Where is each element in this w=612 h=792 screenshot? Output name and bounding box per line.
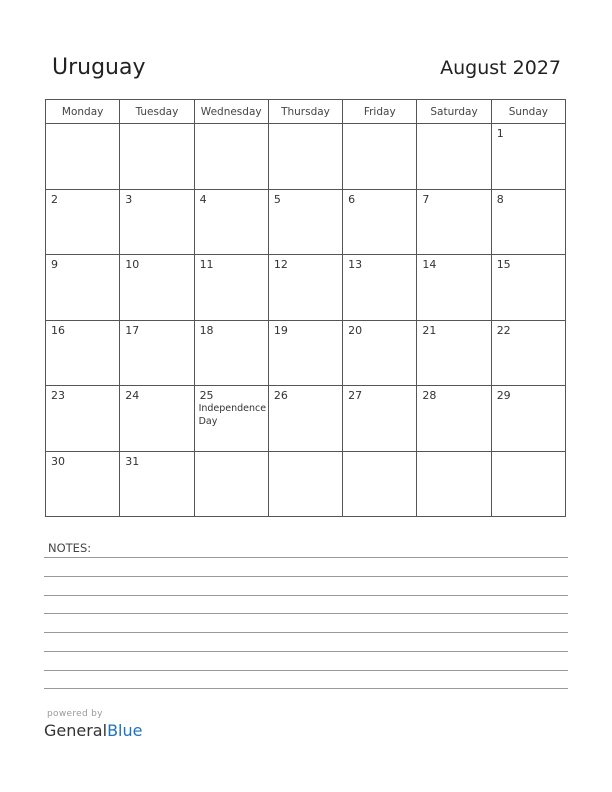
calendar-week-row [46,255,566,321]
day-number: 10 [125,258,140,271]
weekday-header: Sunday [491,100,565,124]
calendar-day-cell [268,451,342,517]
calendar-day-cell [491,189,565,255]
calendar-week-row [46,451,566,517]
calendar-week-row [46,189,566,255]
day-number: 14 [422,258,437,271]
day-number: 25 [199,389,214,402]
weekday-header: Tuesday [120,100,194,124]
calendar-day-cell [120,386,194,452]
calendar-grid [45,99,566,517]
weekday-header: Saturday [417,100,491,124]
day-number [417,124,490,127]
calendar-day-cell [120,320,194,386]
day-number: 8 [496,192,504,206]
calendar-day-cell [120,124,194,190]
notes-line [44,651,568,652]
calendar-day-cell [120,189,194,255]
calendar-day-cell [46,386,120,452]
calendar-day-cell [417,189,491,255]
weekday-header: Thursday [268,100,342,124]
country-title: Uruguay [52,55,146,80]
notes-line [44,613,568,614]
calendar-day-cell [268,320,342,386]
calendar-day-cell [194,386,268,452]
day-number: 3 [125,192,133,206]
calendar-day-cell [194,255,268,321]
calendar-day-cell [46,255,120,321]
day-number: 27 [348,389,363,402]
day-number: 26 [273,389,288,402]
calendar-day-cell [491,124,565,190]
calendar-day-cell [46,451,120,517]
notes-line [44,576,568,577]
day-number [269,452,342,455]
calendar-day-cell [491,320,565,386]
day-number: 17 [125,323,140,337]
day-number [120,124,193,127]
day-number: 13 [348,258,363,271]
calendar-day-cell [417,451,491,517]
brand-logo[interactable] [44,721,142,740]
calendar-day-cell [194,189,268,255]
notes-line [44,632,568,633]
calendar-day-cell [120,451,194,517]
calendar-day-cell [194,124,268,190]
day-number: 7 [422,192,430,206]
calendar-day-cell [194,451,268,517]
calendar-day-cell [268,255,342,321]
calendar-day-cell [46,189,120,255]
calendar-week-row [46,320,566,386]
day-number: 9 [51,258,58,271]
calendar-day-cell [268,189,342,255]
calendar-day-cell [46,320,120,386]
calendar-day-cell [417,386,491,452]
day-number: 12 [273,258,288,271]
day-number [195,452,268,455]
day-number: 24 [125,389,140,402]
calendar-day-cell [343,386,417,452]
day-number: 1 [496,127,504,140]
powered-by-text: powered by [47,709,103,719]
calendar-day-cell [491,255,565,321]
day-number [343,124,416,127]
calendar-day-cell [343,189,417,255]
notes-line [44,557,568,558]
calendar-day-cell [417,255,491,321]
day-number: 29 [496,389,511,402]
day-number [269,124,342,127]
calendar-day-cell [46,124,120,190]
day-number [417,452,490,455]
day-number: 20 [348,323,363,337]
calendar-day-cell [343,451,417,517]
day-number [343,452,416,455]
notes-line [44,688,568,689]
calendar-day-cell [417,320,491,386]
day-number: 6 [348,192,356,206]
calendar-day-cell [491,451,565,517]
day-number: 18 [199,323,214,337]
calendar-week-row [46,124,566,190]
day-number: 15 [496,258,511,271]
notes-line [44,670,568,671]
notes-line [44,595,568,596]
calendar-day-cell [268,386,342,452]
day-number: 30 [51,454,65,468]
calendar-day-cell [343,320,417,386]
day-number [195,124,268,127]
day-number: 31 [125,454,140,468]
brand-logo-general: General [44,721,108,740]
day-number: 21 [422,323,437,337]
calendar-day-cell [491,386,565,452]
day-number: 5 [273,192,281,206]
calendar-day-cell [343,255,417,321]
calendar-day-cell [417,124,491,190]
day-number [492,452,565,455]
day-number: 22 [496,323,511,337]
calendar-day-cell [120,255,194,321]
day-number: 19 [273,323,288,337]
notes-label: NOTES: [48,541,92,555]
day-number: 28 [422,389,437,402]
day-number [46,124,119,127]
calendar-week-row [46,386,566,452]
weekday-header: Wednesday [194,100,268,124]
weekday-header: Friday [343,100,417,124]
weekday-header: Monday [46,100,120,124]
calendar-day-cell [194,320,268,386]
calendar-day-cell [268,124,342,190]
weekday-header-row [46,100,566,124]
calendar-day-cell [343,124,417,190]
day-number: 23 [51,389,65,402]
day-number: 16 [51,323,65,337]
day-number: 4 [199,192,207,206]
brand-logo-blue: Blue [107,721,143,740]
day-number: 11 [199,258,214,271]
day-number: 2 [51,192,58,206]
month-title: August 2027 [440,57,561,79]
holiday-label: Independence Day [198,403,267,427]
